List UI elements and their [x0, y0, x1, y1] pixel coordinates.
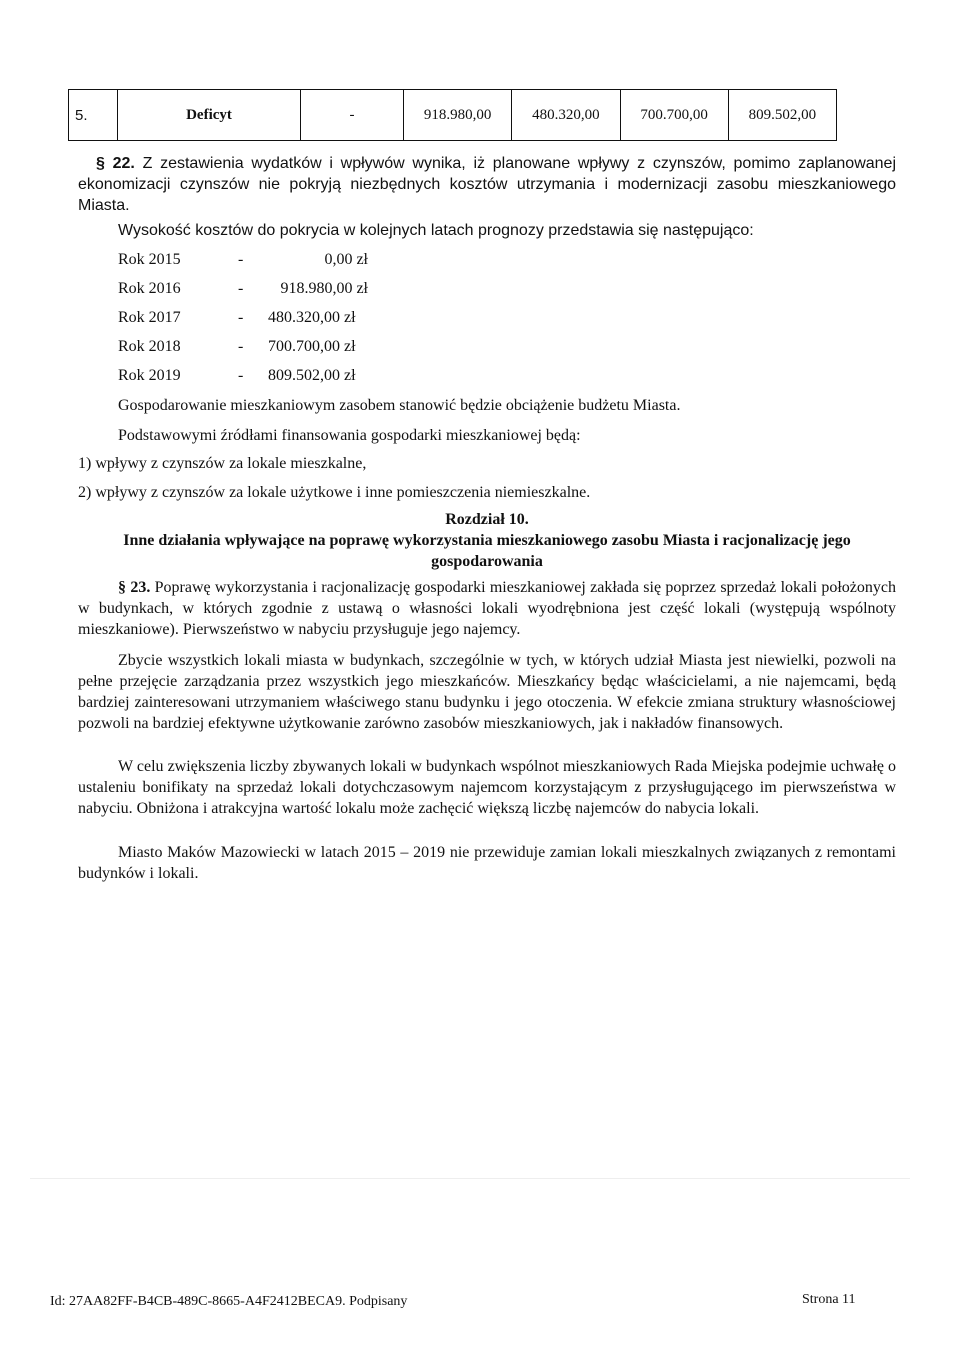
list-item [118, 337, 518, 366]
year-label: Rok 2018 [118, 338, 181, 355]
funding-source-2: 2) wpływy z czynszów za lokale użytkowe i inne pomieszczenia niemieszkalne. [78, 484, 591, 501]
table-row [69, 90, 837, 141]
chapter-heading [78, 509, 896, 572]
row-number: 5. [69, 90, 118, 141]
row-value-2018: 700.700,00 [620, 90, 728, 141]
section-marker: § 22. [96, 155, 135, 172]
list-item [118, 366, 518, 395]
year-label: Rok 2015 [118, 251, 181, 268]
year-value: 480.320,00 zł [268, 309, 356, 326]
row-value-2016: 918.980,00 [404, 90, 512, 141]
chapter-title-line2: gospodarowania [431, 553, 543, 570]
row-dash: - [301, 90, 404, 141]
year-value: 809.502,00 zł [268, 367, 356, 384]
list-item [118, 250, 518, 279]
row-name: Deficyt [118, 90, 301, 141]
forecast-intro: Wysokość kosztów do pokrycia w kolejnych latach prognozy przedstawia się następująco: [118, 222, 754, 239]
deficit-table [68, 89, 837, 141]
paragraph-text: Z zestawienia wydatków i wpływów wynika, iż planowane wpływy z czynszów, pomimo zaplanowanej ekonomizacji czynszów nie pokryją niezbędnych kosztów utrzymania i modernizacji zasobu mieszkaniowego Miasta. [78, 155, 896, 214]
footer-page-number: Strona 11 [802, 1292, 856, 1307]
list-item [118, 279, 518, 308]
section-marker: § 23. [118, 579, 151, 596]
chapter-title-line1: Inne działania wpływające na poprawę wykorzystania mieszkaniowego zasobu Miasta i racjonalizację jego [123, 532, 851, 549]
row-value-2019: 809.502,00 [728, 90, 836, 141]
year-dash: - [238, 280, 244, 297]
year-label: Rok 2017 [118, 309, 181, 326]
paragraph-23 [78, 577, 896, 640]
year-dash: - [238, 309, 244, 326]
budget-burden-text: Gospodarowanie mieszkaniowym zasobem stanowić będzie obciążenie budżetu Miasta. [118, 397, 681, 414]
year-dash: - [238, 338, 244, 355]
paragraph-text: Poprawę wykorzystania i racjonalizację gospodarki mieszkaniowej zakłada się poprzez sprzedaż lokali położonych w budynkach, w których zgodnie z ustawą o własności lokali wyodrębniona jest część lokali (występują wspólnoty mieszkaniowe). Pierwszeństwo w nabyciu przysługuje jego najemcy. [78, 579, 896, 638]
year-value: 918.980,00 zł [280, 280, 368, 297]
footer-document-id: Id: 27AA82FF-B4CB-489C-8665-A4F2412BECA9. Podpisany [50, 1294, 408, 1309]
paragraph-22 [78, 153, 896, 216]
list-item [118, 308, 518, 337]
paragraph-miasto: Miasto Maków Mazowiecki w latach 2015 – 2019 nie przewiduje zamian lokali mieszkalnych związanych z remontami budynków i lokali. [78, 844, 896, 882]
paragraph-cel: W celu zwiększenia liczby zbywanych lokali w budynkach wspólnot mieszkaniowych Rada Miejska podejmie uchwałę o ustaleniu bonifikaty na sprzedaż lokali dotychczasowym najemcom korzystającym z przysługującego im pierwszeństwa w nabyciu. Obniżona i atrakcyjna wartość lokalu może zachęcić większą liczbę najemców do nabycia lokali. [78, 758, 896, 817]
funding-sources-intro: Podstawowymi źródłami finansowania gospodarki mieszkaniowej będą: [118, 427, 581, 444]
scan-divider [30, 1178, 910, 1179]
year-list [118, 250, 518, 395]
year-label: Rok 2016 [118, 280, 181, 297]
year-label: Rok 2019 [118, 367, 181, 384]
funding-source-1: 1) wpływy z czynszów za lokale mieszkalne, [78, 455, 367, 472]
year-value: 0,00 zł [324, 251, 368, 268]
paragraph-zbycie: Zbycie wszystkich lokali miasta w budynkach, szczególnie w tych, w których udział Miasta jest niewielki, pozwoli na pełne przejęcie zarządzania przez wszystkich jego mieszkańców. Mieszkańcy będąc właścicielami, a nie najemcami, będą bardziej zainteresowani utrzymaniem właściwego stanu budynku i jego otoczenia. W efekcie zmiana struktury własnościowej pozwoli na bardziej efektywne użytkowanie zarówno zasobów mieszkaniowych, jak i nakładów finansowych. [78, 652, 896, 732]
year-value: 700.700,00 zł [268, 338, 356, 355]
year-dash: - [238, 367, 244, 384]
year-dash: - [238, 251, 244, 268]
chapter-number: Rozdział 10. [445, 511, 529, 528]
row-value-2017: 480.320,00 [512, 90, 620, 141]
